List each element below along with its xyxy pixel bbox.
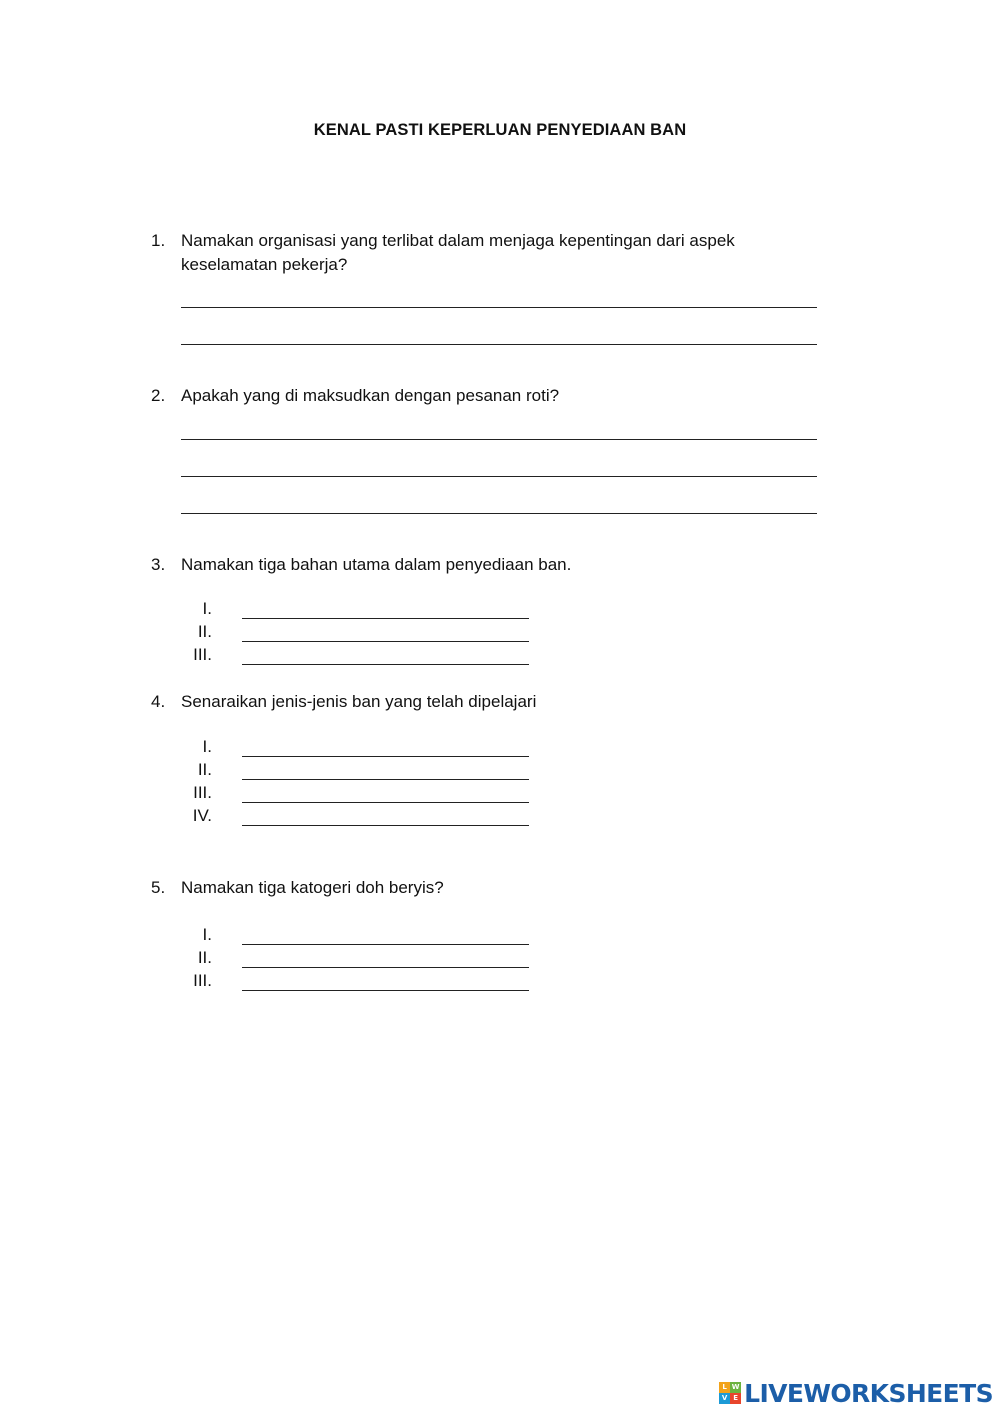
question-5 [151,876,831,900]
logo-tile-w: W [731,1383,740,1391]
answer-row-4-4 [180,805,540,827]
liveworksheets-logo-text: LIVEWORKSHEETS [744,1378,993,1408]
question-text: Namakan tiga katogeri doh beryis? [181,878,444,897]
answer-row-4-2 [180,759,540,781]
liveworksheets-logo-icon [719,1382,741,1404]
answer-row-4-1 [180,736,540,758]
answer-blank[interactable] [242,825,529,826]
roman-numeral: II. [197,760,212,779]
logo-tile-v: V [719,1393,730,1404]
answer-row-3-2 [180,621,540,643]
question-text-line-1: Namakan organisasi yang terlibat dalam menjaga kepentingan dari aspek [181,231,735,250]
question-text: Senaraikan jenis-jenis ban yang telah dipelajari [181,692,537,711]
answer-line-2a[interactable] [181,439,817,440]
question-number: 2. [151,386,166,405]
answer-row-5-2 [180,947,540,969]
question-text [181,229,831,277]
liveworksheets-logo[interactable] [719,1378,993,1408]
answer-blank[interactable] [242,664,529,665]
question-1 [151,229,831,277]
question-3 [151,553,831,577]
roman-numeral: I. [202,925,212,944]
answer-line-1b[interactable] [181,344,817,345]
roman-numeral: III. [193,783,212,802]
answer-blank[interactable] [242,779,529,780]
roman-numeral: II. [197,948,212,967]
question-number: 1. [151,231,166,250]
answer-row-3-3 [180,644,540,666]
answer-blank[interactable] [242,944,529,945]
roman-numeral: I. [202,737,212,756]
roman-numeral: II. [197,622,212,641]
answer-blank[interactable] [242,967,529,968]
roman-numeral: I. [202,599,212,618]
answer-row-4-3 [180,782,540,804]
answer-line-2c[interactable] [181,513,817,514]
question-number: 4. [151,692,166,711]
answer-blank[interactable] [242,618,529,619]
answer-line-2b[interactable] [181,476,817,477]
roman-numeral: III. [193,645,212,664]
answer-blank[interactable] [242,756,529,757]
answer-blank[interactable] [242,990,529,991]
logo-tile-l: L [719,1382,730,1393]
question-text: Apakah yang di maksudkan dengan pesanan roti? [181,386,560,405]
answer-blank[interactable] [242,802,529,803]
question-number: 5. [151,878,166,897]
answer-row-5-1 [180,924,540,946]
roman-numeral: III. [193,971,212,990]
answer-blank[interactable] [242,641,529,642]
roman-numeral: IV. [192,806,212,825]
question-number: 3. [151,555,166,574]
answer-line-1a[interactable] [181,307,817,308]
worksheet-title: KENAL PASTI KEPERLUAN PENYEDIAAN BAN [313,121,687,139]
answer-row-5-3 [180,970,540,992]
question-2 [151,384,831,408]
question-4 [151,690,831,714]
question-text: Namakan tiga bahan utama dalam penyediaan ban. [181,555,572,574]
logo-tile-e: E [730,1393,741,1404]
question-text-line-2: keselamatan pekerja? [181,255,348,274]
answer-row-3-1 [180,598,540,620]
